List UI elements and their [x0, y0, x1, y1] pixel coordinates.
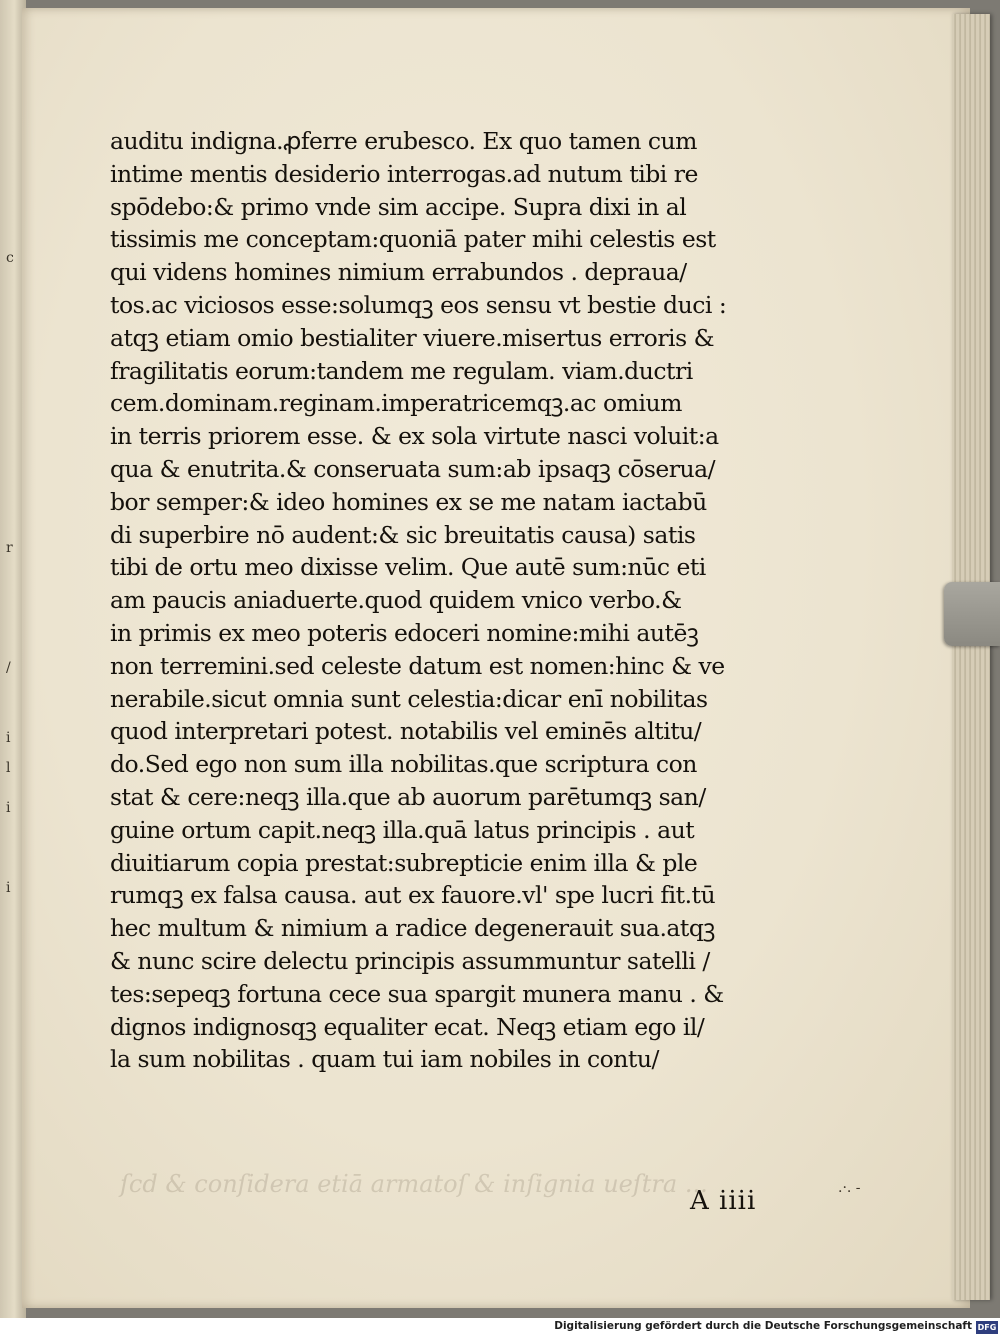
text-line: in primis ex meo poteris edoceri nomine:mihi autēꝫ	[110, 618, 699, 647]
text-line: qua & enutrita.& conseruata sum:ab ipsaqꝫ cōserua/	[110, 454, 716, 483]
margin-mark: i	[6, 730, 11, 746]
text-line: dignos indignosqꝫ equaliter ecat. Neqꝫ etiam ego il/	[110, 1012, 705, 1041]
text-line: tes:sepeqꝫ fortuna cece sua spargit munera manu . &	[110, 979, 724, 1008]
text-line: rumqꝫ ex falsa causa. aut ex fauore.vl' spe lucri fit.tū	[110, 881, 716, 910]
text-line: non terremini.sed celeste datum est nomen:hinc & ve	[110, 651, 725, 680]
text-line: auditu indigna.ꝓferre erubesco. Ex quo tamen cum	[110, 127, 697, 155]
text-line: la sum nobilitas . quam tui iam nobiles in contu/	[110, 1045, 659, 1074]
margin-mark: i	[6, 880, 11, 896]
text-line: bor semper:& ideo homines ex se me natam iactabū	[110, 487, 707, 516]
stray-marks: .·. -	[838, 1180, 861, 1196]
text-line: cem.dominam.reginam.imperatricemqꝫ.ac omium	[110, 389, 682, 418]
bleed-through-text: ſcd & conſidera etiā armatoſ & inſignia ueſtra ...	[120, 1170, 708, 1198]
text-line: atqꝫ etiam omio bestialiter viuere.misertus erroris &	[110, 323, 715, 352]
text-line: guine ortum capit.neqꝫ illa.quā latus principis . aut	[110, 815, 695, 844]
bookmark-tab	[944, 582, 1000, 646]
text-line: fragilitatis eorum:tandem me regulam. viam.ductri	[110, 356, 693, 385]
margin-mark: i	[6, 800, 11, 816]
text-line: nerabile.sicut omnia sunt celestia:dicar enī nobilitas	[110, 684, 708, 713]
margin-mark: l	[6, 760, 11, 776]
dfg-logo: DFG	[977, 1323, 997, 1332]
text-line: intime mentis desiderio interrogas.ad nutum tibi re	[110, 159, 698, 188]
text-line: am paucis aniaduerte.quod quidem vnico verbo.&	[110, 586, 682, 615]
signature-mark: A iiii	[690, 1186, 757, 1216]
margin-mark: /	[6, 660, 11, 676]
text-line: quod interpretari potest. notabilis vel eminēs altitu/	[110, 717, 702, 746]
margin-mark: r	[6, 540, 13, 556]
text-line: do.Sed ego non sum illa nobilitas.que scriptura con	[110, 750, 697, 779]
text-line: spōdebo:& primo vnde sim accipe. Supra dixi in al	[110, 192, 687, 221]
text-line: stat & cere:neqꝫ illa.que ab auorum parētumqꝫ san/	[110, 782, 706, 811]
text-line: diuitiarum copia prestat:subrepticie enim illa & ple	[110, 848, 698, 877]
text-line: in terris priorem esse. & ex sola virtute nasci voluit:a	[110, 422, 719, 451]
text-line: tibi de ortu meo dixisse velim. Que autē sum:nūc eti	[110, 553, 706, 582]
page-edges-stack	[952, 14, 990, 1300]
text-line: tissimis me conceptam:quoniā pater mihi celestis est	[110, 225, 716, 254]
margin-mark: c	[6, 250, 14, 266]
text-line: & nunc scire delectu principis assummuntur satelli /	[110, 946, 710, 975]
funding-credit: Digitalisierung gefördert durch die Deutsche Forschungsgemeinschaft	[554, 1320, 972, 1332]
text-line: tos.ac viciosos esse:solumqꝫ eos sensu vt bestie duci :	[110, 290, 727, 319]
text-line: di superbire nō audent:& sic breuitatis causa) satis	[110, 520, 696, 549]
footer-bar	[0, 1318, 1000, 1338]
text-line: hec multum & nimium a radice degenerauit sua.atqꝫ	[110, 914, 715, 943]
text-line: qui videns homines nimium errabundos . deprauа/	[110, 258, 687, 287]
page-text-block	[110, 125, 830, 1076]
